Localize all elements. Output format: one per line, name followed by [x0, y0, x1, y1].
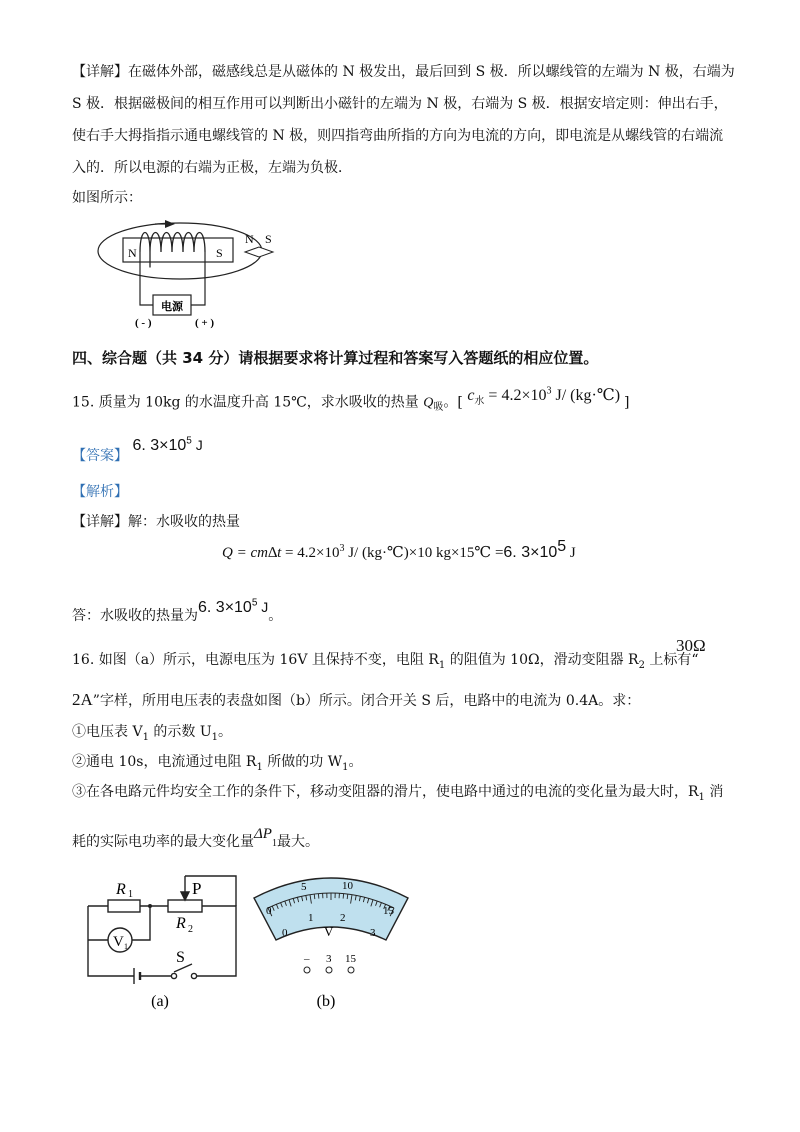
outer-scale-10: 10 [342, 880, 353, 892]
meter-tick [314, 894, 315, 899]
q16-sub1-text-b: 的示数 U [148, 724, 212, 740]
switch-label: S [176, 949, 185, 966]
q15-q-subscript: 吸 [433, 402, 444, 414]
q15-question [72, 388, 630, 419]
terminal-3-post [326, 967, 332, 973]
q15-c-unit: J/ (kg·℃) [551, 387, 621, 405]
r1-subscript: 1 [128, 889, 133, 900]
inner-scale-2: 2 [340, 912, 346, 924]
terminal-negative-post [304, 967, 310, 973]
q16-sub3-text: ③在各电路元件均安全工作的条件下，移动变阻器的滑片，使电路中通过的电流的变化量为最大时，R [72, 784, 699, 800]
q16-line-2 [72, 690, 640, 711]
conclusion-unit: J [257, 599, 269, 616]
q16-line-1 [72, 650, 699, 676]
r2-subscript: 2 [188, 924, 193, 935]
q16-r1-sub: 1 [438, 659, 446, 671]
q16-sub2-text: ②通电 10s，电流通过电阻 R [72, 754, 257, 770]
meter-unit: V [324, 924, 334, 939]
q16-rating-ohm: 30Ω [676, 636, 706, 655]
voltmeter-label: V [113, 934, 124, 950]
voltmeter-face-b [246, 872, 416, 1014]
needle-s-label: S [265, 232, 272, 246]
explanation-line-4: 入的．所以电源的右端为正极，左端为负极． [72, 160, 352, 176]
q15-period: 。 [443, 394, 458, 411]
q15-detail: 【详解】解：水吸收的热量 [72, 514, 240, 530]
answer-unit: J [191, 437, 203, 454]
explanation-line-1: 【详解】在磁体外部，磁感线总是从磁体的 N 极发出，最后回到 S 极．所以螺线管的左端为 N 极，右端为 [72, 64, 735, 80]
q16-sub3-end: 消 [704, 784, 724, 800]
equation-middle: = 4.2×10 [281, 545, 340, 561]
q16-sub1-end: 。 [218, 724, 233, 740]
as-shown-label: 如图所示： [72, 190, 142, 206]
answer-number: 6. 3×10 [132, 437, 187, 455]
needle-n-label: N [245, 232, 254, 246]
q16-delta-p: ΔP [254, 826, 272, 842]
terminal-negative: – [304, 953, 310, 965]
q15-answer-value [132, 437, 202, 454]
conclusion-end: 。 [268, 608, 283, 625]
q16-sub2-r-sub: 1 [256, 761, 263, 773]
slider-p-label: P [192, 879, 202, 898]
inner-scale-3: 3 [370, 927, 376, 939]
equation-result: 6. 3×10 [503, 544, 558, 561]
solenoid-figure [95, 212, 295, 334]
q16-text-2: ”字样，所用电压表的表盘如图（b）所示。闭合开关 S 后，电路中的电流为 0.4A。求： [92, 693, 641, 709]
q16-text-1: 16. 如图（a）所示，电源电压为 16V 且保持不变，电阻 R [72, 652, 439, 668]
terminal-3: 3 [326, 953, 332, 965]
r2-label: R [176, 915, 186, 932]
section-heading: 四、综合题（共 34 分）请根据要求将计算过程和答案写入答题纸的相应位置。 [72, 349, 599, 367]
r1-label: R [116, 881, 126, 898]
q16-sub3-r-sub: 1 [698, 791, 705, 803]
outer-scale-15: 15 [383, 905, 394, 917]
q15-specific-heat [467, 386, 624, 408]
q16-sub1-v-sub: 1 [142, 731, 149, 743]
q15-c-value: = 4.2×10 [488, 387, 547, 405]
positive-terminal: ( + ) [195, 317, 215, 329]
q16-sub1-text: ①电压表 V [72, 724, 143, 740]
meter-tick [347, 894, 348, 899]
equation-middle-exp: 3 [339, 543, 345, 554]
equation-result-exp: 5 [557, 538, 567, 555]
q16-sub2-end: 。 [348, 754, 363, 770]
q16-sub2-text-b: 所做的功 W [262, 754, 343, 770]
q15-bracket-open: [ [457, 394, 463, 411]
q15-text: 质量为 10kg 的水温度升高 15℃，求水吸收的热量 [98, 394, 419, 411]
q15-bracket-close: ] [624, 394, 630, 411]
q16-delta-p-sub: 1 [271, 837, 277, 849]
negative-terminal: ( - ) [135, 317, 152, 329]
q15-answer-row [72, 432, 203, 465]
q16-text-1c: 上标有“ [644, 652, 699, 668]
q16-sub-1 [72, 722, 232, 748]
conclusion-number: 6. 3×10 [198, 599, 252, 617]
q15-conclusion [72, 594, 283, 625]
q16-sub-3-line-2 [72, 826, 319, 858]
circuit-diagram-a [78, 872, 248, 1014]
q15-equation [222, 538, 576, 562]
q15-c-symbol: c [467, 387, 475, 405]
equation-lhs: Q = cm∆t [222, 545, 282, 561]
q15-c-subscript: 水 [474, 396, 485, 408]
q16-sub-3 [72, 782, 723, 808]
solenoid-left-pole: N [128, 246, 137, 260]
voltmeter-subscript: 1 [124, 942, 128, 951]
conclusion-value [198, 599, 268, 616]
q16-rating-amp: 2A [72, 690, 93, 709]
caption-a: (a) [151, 993, 169, 1010]
inner-scale-0: 0 [282, 927, 288, 939]
answer-exponent: 5 [186, 436, 192, 447]
q16-r2-sub: 2 [638, 659, 645, 671]
explanation-line-2: S 极．根据磁极间的相互作用可以判断出小磁针的左端为 N 极，右端为 S 极．根据安培定则：伸出右手， [72, 96, 728, 112]
battery-label: 电源 [161, 301, 183, 313]
terminal-15: 15 [345, 953, 356, 965]
q15-number: 15. [72, 394, 95, 411]
inner-scale-1: 1 [308, 912, 314, 924]
q16-text-1b: 的阻值为 10Ω，滑动变阻器 R [445, 652, 639, 668]
conclusion-text: 答：水吸收的热量为 [72, 608, 198, 625]
terminal-15-post [348, 967, 354, 973]
answer-tag: 【答案】 [72, 448, 128, 465]
equation-middle-2: J/ (kg·℃)×10 kg×15℃ = [344, 545, 504, 561]
caption-b: (b) [316, 993, 336, 1010]
explanation-line-3: 使右手大拇指指示通电螺线管的 N 极，则四指弯曲所指的方向为电流的方向，即电流是从螺线管的右端流 [72, 128, 724, 144]
q15-q-symbol: Q [423, 395, 434, 411]
q16-sub1-u-sub: 1 [211, 731, 219, 743]
outer-scale-0: 0 [266, 905, 272, 917]
conclusion-exponent: 5 [251, 598, 258, 609]
q15-c-exponent: 3 [546, 386, 552, 397]
q16-sub3-line2-text: 耗的实际电功率的最大变化量 [72, 834, 254, 850]
q16-sub2-w-sub: 1 [342, 761, 349, 773]
q16-sub-2 [72, 752, 363, 778]
analysis-tag: 【解析】 [72, 484, 128, 500]
equation-result-unit: J [566, 545, 576, 561]
outer-scale-5: 5 [301, 881, 307, 893]
q16-sub3-line2-end: 最大。 [276, 834, 319, 850]
solenoid-right-pole: S [216, 246, 223, 260]
